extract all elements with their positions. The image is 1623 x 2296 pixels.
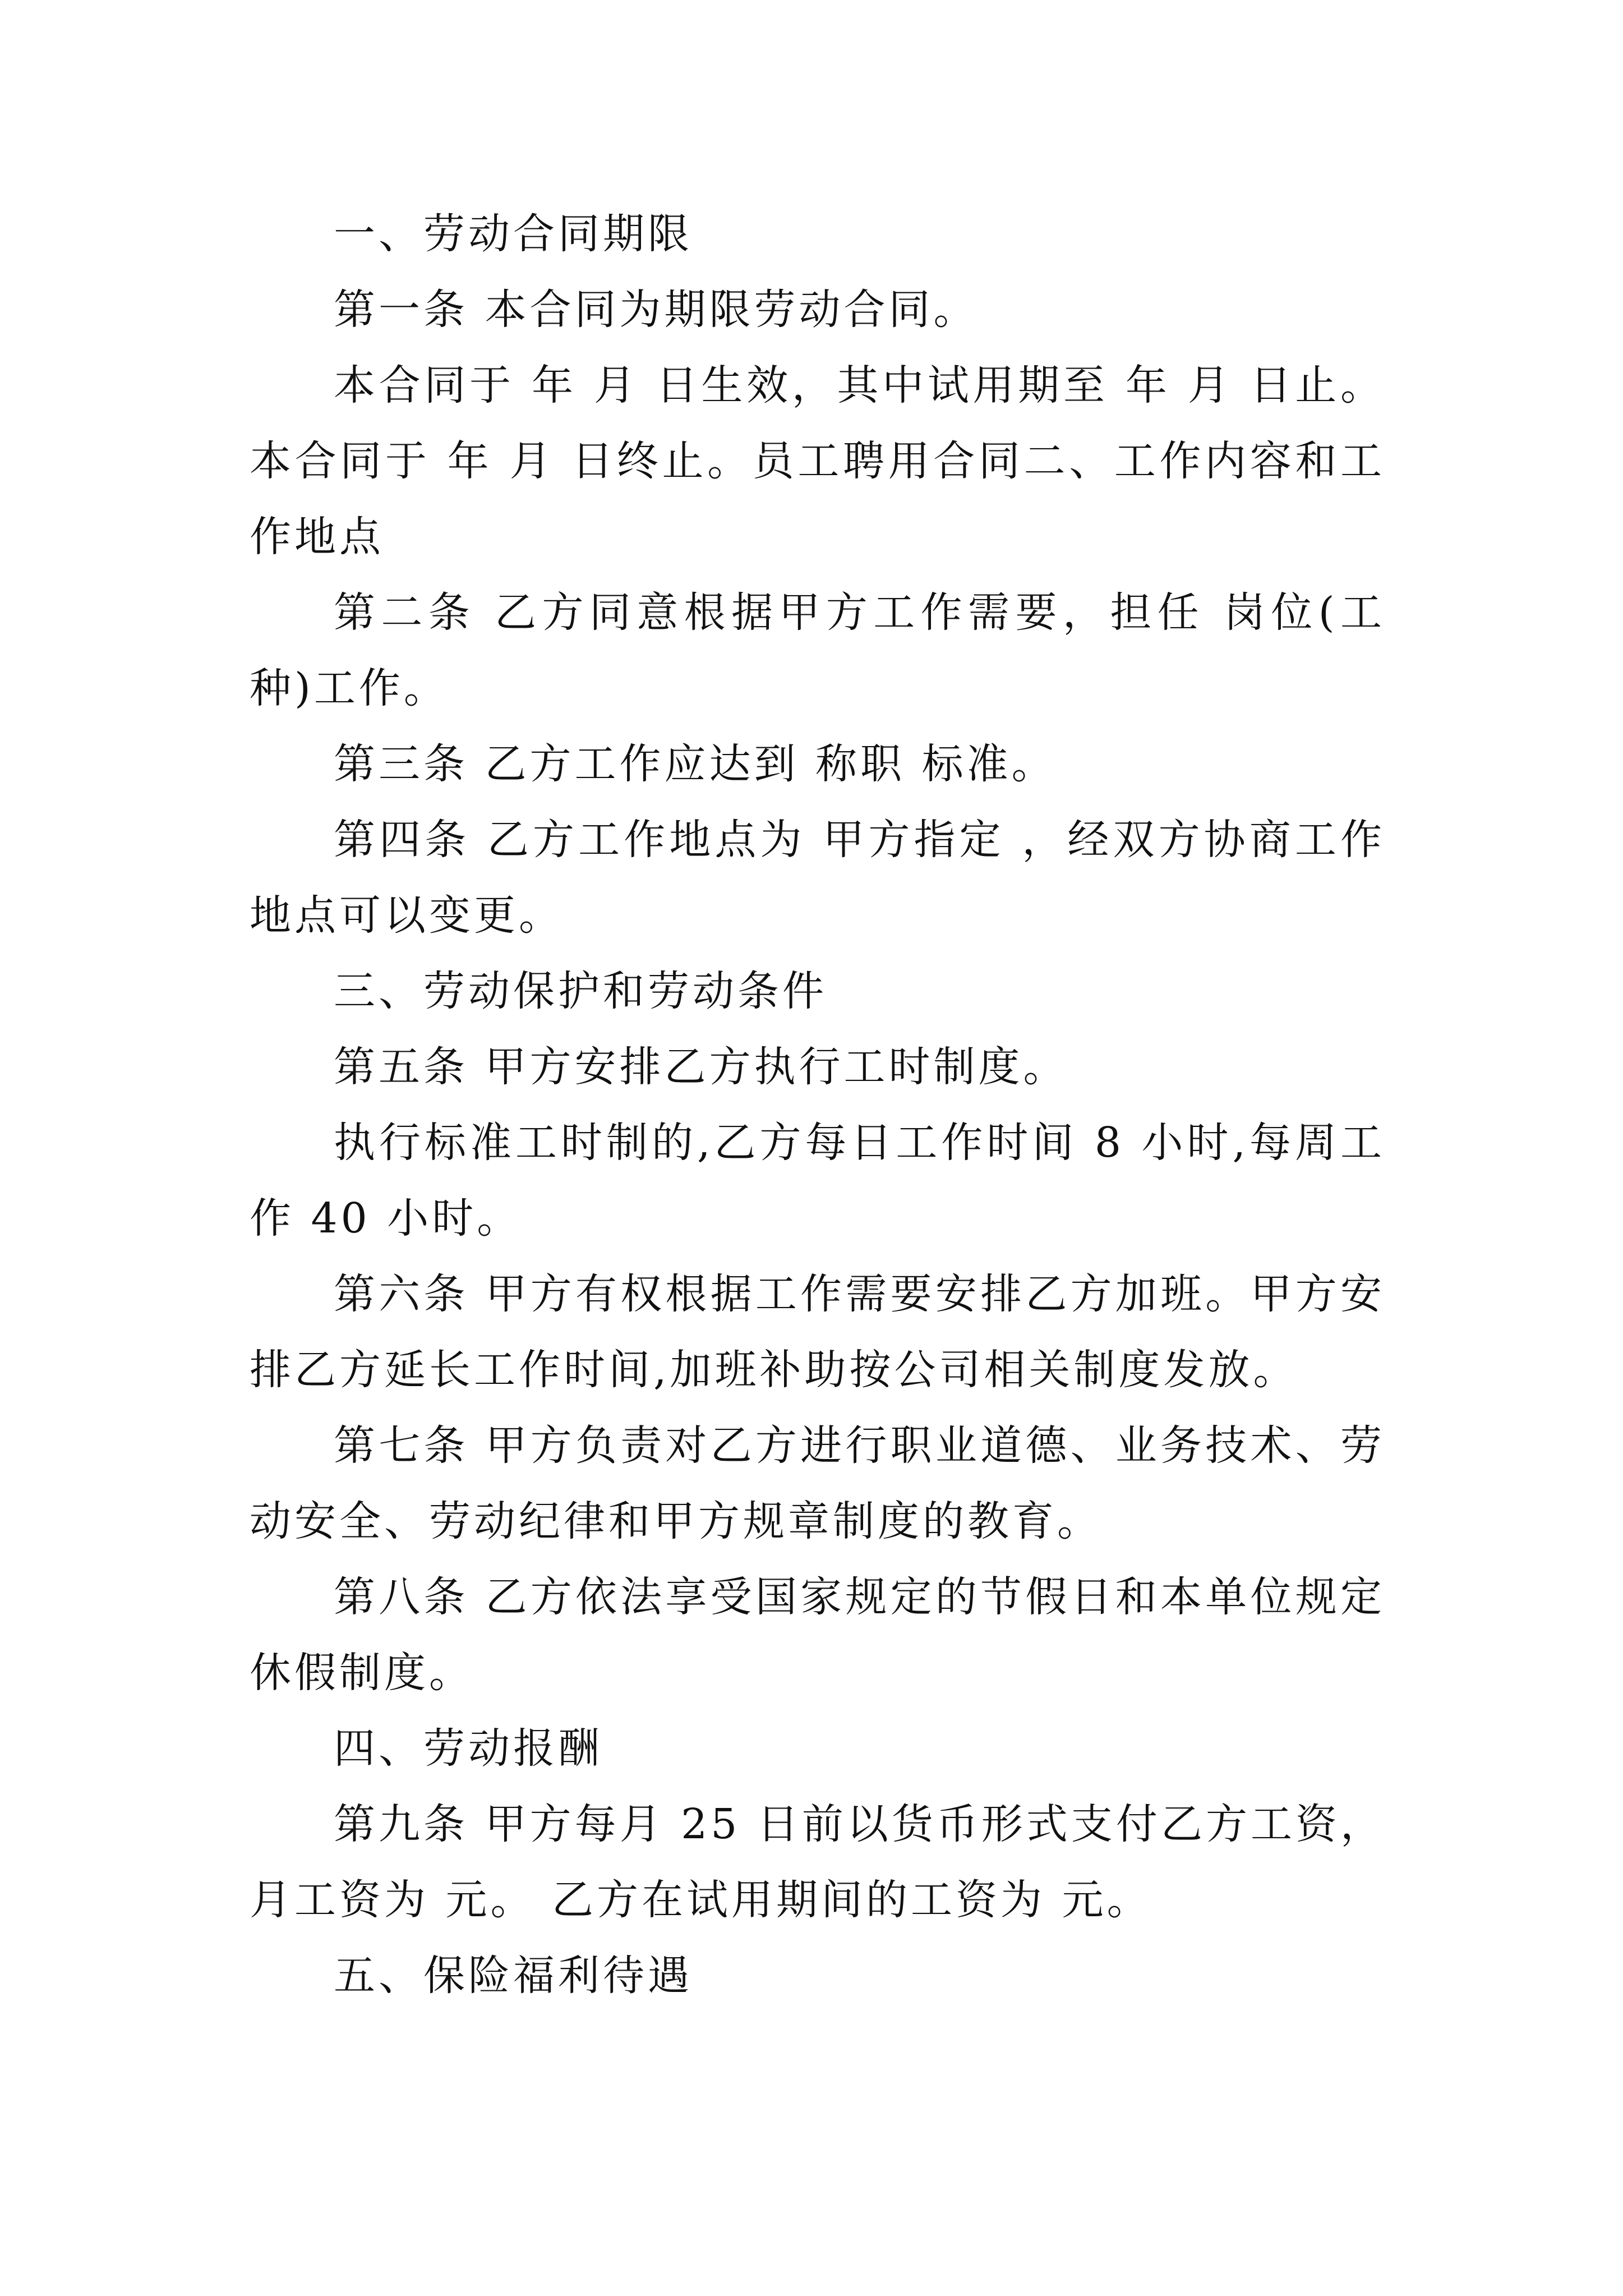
clause-7: 第七条 甲方负责对乙方进行职业道德、业务技术、劳动安全、劳动纪律和甲方规章制度的教育。 — [250, 1421, 1385, 1545]
clause-9: 第九条 甲方每月 25 日前以货币形式支付乙方工资，月工资为 元。 乙方在试用期间的工资为 元。 — [250, 1800, 1385, 1924]
clause-2: 第二条 乙方同意根据甲方工作需要，担任 岗位(工种)工作。 — [250, 588, 1385, 712]
clause-8: 第八条 乙方依法享受国家规定的节假日和本单位规定休假制度。 — [250, 1573, 1385, 1697]
section-heading-contract-term: 一、劳动合同期限 — [334, 210, 693, 258]
clause-6: 第六条 甲方有权根据工作需要安排乙方加班。甲方安排乙方延长工作时间,加班补助按公司相关制度发放。 — [250, 1270, 1385, 1394]
clause-4: 第四条 乙方工作地点为 甲方指定 ，经双方协商工作地点可以变更。 — [250, 816, 1385, 940]
clause-3: 第三条 乙方工作应达到 称职 标准。 — [334, 740, 1057, 788]
clause-5-hours: 执行标准工时制的,乙方每日工作时间 8 小时,每周工作 40 小时。 — [250, 1119, 1385, 1243]
clause-1-dates: 本合同于 年 月 日生效，其中试用期至 年 月 日止。本合同于 年 月 日终止。员工聘用合同二、工作内容和工作地点 — [250, 361, 1385, 561]
section-heading-insurance-benefits: 五、保险福利待遇 — [334, 1952, 693, 2000]
section-heading-labor-protection: 三、劳动保护和劳动条件 — [334, 967, 827, 1015]
document-body — [250, 196, 1385, 2014]
clause-5: 第五条 甲方安排乙方执行工时制度。 — [334, 1043, 1068, 1091]
section-heading-remuneration: 四、劳动报酬 — [334, 1724, 603, 1773]
clause-1: 第一条 本合同为期限劳动合同。 — [334, 286, 979, 334]
